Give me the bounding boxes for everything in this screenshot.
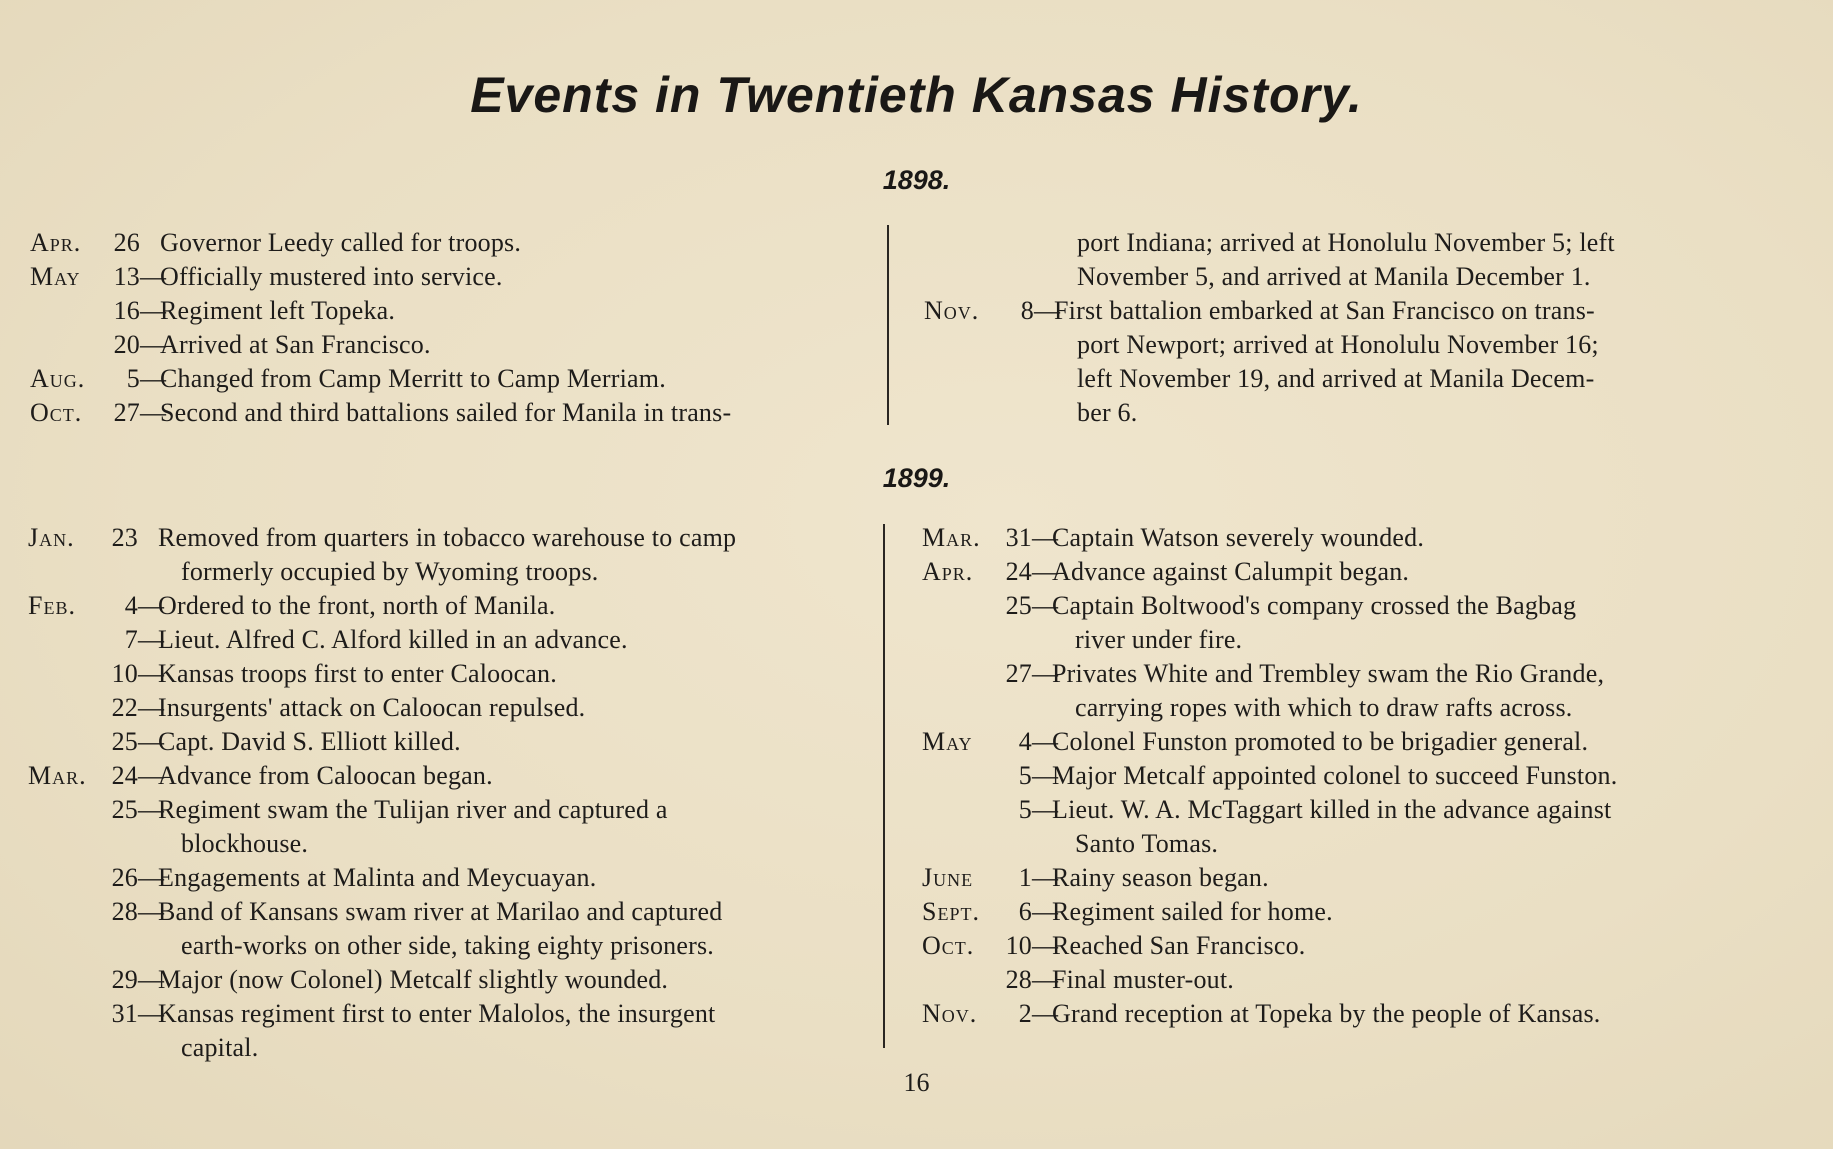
event-entry <box>28 861 858 895</box>
event-month <box>28 861 106 895</box>
event-text: Advance from Caloocan began. <box>158 761 493 790</box>
events-1898-left-column <box>30 226 850 430</box>
event-entry <box>28 521 858 555</box>
event-entry <box>922 793 1752 827</box>
event-day: 28 <box>111 897 138 926</box>
event-month: June <box>922 863 974 892</box>
event-month: Nov. <box>924 296 980 325</box>
event-text: Second and third battalions sailed for Manila in trans- <box>160 398 732 427</box>
event-month: Nov. <box>922 999 978 1028</box>
event-text: left November 19, and arrived at Manila Decem- <box>1077 364 1595 393</box>
event-month <box>922 589 1000 623</box>
event-month <box>28 895 106 929</box>
event-day: 25 <box>1005 591 1032 620</box>
event-text: formerly occupied by Wyoming troops. <box>181 557 599 586</box>
event-day: 25 <box>111 727 138 756</box>
events-1899-left-column <box>28 521 858 1065</box>
event-month: Apr. <box>922 557 974 586</box>
page-number: 16 <box>903 1068 930 1097</box>
event-entry <box>30 328 850 362</box>
event-day: 26 <box>111 863 138 892</box>
event-entry <box>30 226 850 260</box>
event-text: Kansas troops first to enter Caloocan. <box>158 659 557 688</box>
event-entry <box>922 929 1752 963</box>
event-month <box>28 997 106 1031</box>
event-text: Rainy season began. <box>1052 863 1269 892</box>
event-entry <box>28 657 858 691</box>
event-entry <box>28 725 858 759</box>
event-text: carrying ropes with which to draw rafts across. <box>1075 693 1573 722</box>
event-month <box>28 657 106 691</box>
event-text: Band of Kansans swam river at Marilao and captured <box>158 897 723 926</box>
event-dash: — <box>138 897 165 926</box>
event-text: Officially mustered into service. <box>160 262 503 291</box>
event-entry <box>28 963 858 997</box>
event-text: Engagements at Malinta and Meycuayan. <box>158 863 597 892</box>
event-entry <box>922 657 1752 691</box>
event-month <box>28 623 106 657</box>
event-dash: — <box>1032 795 1059 824</box>
year-heading-1898: 1898. <box>882 165 951 195</box>
event-entry <box>922 725 1752 759</box>
event-entry <box>922 997 1752 1031</box>
event-day: 13 <box>113 262 140 291</box>
event-month <box>30 328 108 362</box>
event-dash: — <box>140 330 167 359</box>
event-entry <box>28 997 858 1031</box>
event-month <box>922 657 1000 691</box>
event-day: 10 <box>111 659 138 688</box>
event-month: Sept. <box>922 897 980 926</box>
event-dash: — <box>1032 897 1059 926</box>
event-day: 22 <box>111 693 138 722</box>
event-continuation-line <box>922 827 1752 861</box>
event-dash: — <box>1032 965 1059 994</box>
event-text: capital. <box>181 1033 259 1062</box>
event-entry <box>922 589 1752 623</box>
event-entry <box>28 759 858 793</box>
event-dash <box>138 521 158 555</box>
event-text: Colonel Funston promoted to be brigadier general. <box>1052 727 1589 756</box>
event-dash <box>140 226 160 260</box>
event-dash: — <box>138 659 165 688</box>
event-day: 5 <box>126 364 140 393</box>
event-text: Regiment sailed for home. <box>1052 897 1333 926</box>
event-text: Capt. David S. Elliott killed. <box>158 727 461 756</box>
event-text: Kansas regiment first to enter Malolos, the insurgent <box>158 999 716 1028</box>
event-dash: — <box>138 863 165 892</box>
event-month: Mar. <box>28 761 87 790</box>
event-dash: — <box>138 795 165 824</box>
event-dash: — <box>1032 591 1059 620</box>
event-continuation-line <box>924 328 1744 362</box>
event-day: 28 <box>1005 965 1032 994</box>
event-text: Governor Leedy called for troops. <box>160 228 522 257</box>
event-text: Regiment left Topeka. <box>160 296 396 325</box>
event-day: 26 <box>113 228 140 257</box>
event-dash: — <box>140 262 167 291</box>
event-text: Lieut. W. A. McTaggart killed in the advance against <box>1052 795 1612 824</box>
event-dash: — <box>140 364 167 393</box>
event-text: Captain Watson severely wounded. <box>1052 523 1425 552</box>
events-1899-right-column <box>922 521 1752 1031</box>
event-day: 23 <box>111 523 138 552</box>
column-divider-1898 <box>887 225 889 425</box>
event-day: 27 <box>113 398 140 427</box>
event-dash: — <box>138 591 165 620</box>
event-day: 1 <box>1018 863 1032 892</box>
event-continuation-line <box>924 362 1744 396</box>
event-text: Changed from Camp Merritt to Camp Merriam. <box>160 364 666 393</box>
event-text: Captain Boltwood's company crossed the Bagbag <box>1052 591 1577 620</box>
event-day: 16 <box>113 296 140 325</box>
event-text: Ordered to the front, north of Manila. <box>158 591 556 620</box>
event-month: Oct. <box>922 931 975 960</box>
event-text: First battalion embarked at San Francisco on trans- <box>1054 296 1595 325</box>
event-entry <box>922 759 1752 793</box>
event-month: Apr. <box>30 228 82 257</box>
event-day: 8 <box>1020 296 1034 325</box>
event-continuation-line <box>924 226 1744 260</box>
event-day: 25 <box>111 795 138 824</box>
event-day: 6 <box>1018 897 1032 926</box>
event-entry <box>922 521 1752 555</box>
event-text: Lieut. Alfred C. Alford killed in an advance. <box>158 625 628 654</box>
event-entry <box>28 793 858 827</box>
event-continuation-line <box>28 555 858 589</box>
event-continuation-line <box>28 827 858 861</box>
event-month: May <box>922 727 973 756</box>
event-dash: — <box>140 296 167 325</box>
event-entry <box>922 861 1752 895</box>
event-day: 29 <box>111 965 138 994</box>
event-month <box>922 759 1000 793</box>
event-dash: — <box>138 727 165 756</box>
event-dash: — <box>1032 727 1059 756</box>
event-dash: — <box>1032 761 1059 790</box>
event-text: Major (now Colonel) Metcalf slightly wounded. <box>158 965 669 994</box>
event-entry <box>28 691 858 725</box>
event-month <box>28 725 106 759</box>
event-day: 20 <box>113 330 140 359</box>
events-1898-right-column <box>924 226 1744 430</box>
event-dash: — <box>1032 659 1059 688</box>
event-text: blockhouse. <box>181 829 309 858</box>
event-text: ber 6. <box>1077 398 1138 427</box>
event-dash: — <box>1032 999 1059 1028</box>
event-text: river under fire. <box>1075 625 1243 654</box>
event-continuation-line <box>924 396 1744 430</box>
event-text: Grand reception at Topeka by the people of Kansas. <box>1052 999 1601 1028</box>
event-month <box>922 793 1000 827</box>
event-entry <box>28 895 858 929</box>
event-continuation-line <box>28 1031 858 1065</box>
column-divider-1899 <box>883 524 885 1048</box>
event-dash: — <box>1032 523 1059 552</box>
event-text: Major Metcalf appointed colonel to succeed Funston. <box>1052 761 1618 790</box>
event-day: 5 <box>1018 795 1032 824</box>
year-heading-1899: 1899. <box>882 463 951 493</box>
event-dash: — <box>1034 296 1061 325</box>
event-entry <box>30 396 850 430</box>
event-entry <box>28 589 858 623</box>
event-dash: — <box>138 999 165 1028</box>
event-dash: — <box>138 761 165 790</box>
event-day: 4 <box>124 591 138 620</box>
event-month <box>28 691 106 725</box>
event-entry <box>28 623 858 657</box>
event-month: Oct. <box>30 398 83 427</box>
event-month: Feb. <box>28 591 76 620</box>
event-text: Santo Tomas. <box>1075 829 1219 858</box>
event-entry <box>30 362 850 396</box>
event-day: 27 <box>1005 659 1032 688</box>
event-text: Final muster-out. <box>1052 965 1234 994</box>
event-text: Removed from quarters in tobacco warehouse to camp <box>158 523 737 552</box>
event-month <box>28 793 106 827</box>
event-text: Privates White and Trembley swam the Rio Grande, <box>1052 659 1605 688</box>
event-text: Advance against Calumpit began. <box>1052 557 1410 586</box>
event-entry <box>30 260 850 294</box>
event-dash: — <box>1032 931 1059 960</box>
event-text: earth-works on other side, taking eighty prisoners. <box>181 931 714 960</box>
event-text: port Newport; arrived at Honolulu November 16; <box>1077 330 1599 359</box>
event-day: 4 <box>1018 727 1032 756</box>
event-month: Aug. <box>30 364 86 393</box>
event-dash: — <box>1032 557 1059 586</box>
event-day: 31 <box>111 999 138 1028</box>
event-entry <box>922 963 1752 997</box>
event-day: 10 <box>1005 931 1032 960</box>
event-day: 31 <box>1005 523 1032 552</box>
event-entry <box>922 895 1752 929</box>
event-month <box>28 963 106 997</box>
event-dash: — <box>138 693 165 722</box>
event-month: Jan. <box>28 523 75 552</box>
event-month <box>922 963 1000 997</box>
event-dash: — <box>1032 863 1059 892</box>
event-continuation-line <box>28 929 858 963</box>
page-title: Events in Twentieth Kansas History. <box>470 67 1363 123</box>
event-entry <box>924 294 1744 328</box>
event-continuation-line <box>924 260 1744 294</box>
event-day: 5 <box>1018 761 1032 790</box>
event-text: Insurgents' attack on Caloocan repulsed. <box>158 693 586 722</box>
event-day: 2 <box>1018 999 1032 1028</box>
event-month: May <box>30 262 81 291</box>
event-text: November 5, and arrived at Manila December 1. <box>1077 262 1591 291</box>
event-text: Regiment swam the Tulijan river and captured a <box>158 795 668 824</box>
event-entry <box>922 555 1752 589</box>
event-text: Arrived at San Francisco. <box>160 330 431 359</box>
event-day: 24 <box>1005 557 1032 586</box>
event-text: port Indiana; arrived at Honolulu November 5; left <box>1077 228 1615 257</box>
event-dash: — <box>138 625 165 654</box>
event-day: 24 <box>111 761 138 790</box>
event-day: 7 <box>124 625 138 654</box>
event-dash: — <box>140 398 167 427</box>
event-continuation-line <box>922 623 1752 657</box>
event-entry <box>30 294 850 328</box>
event-month: Mar. <box>922 523 981 552</box>
event-text: Reached San Francisco. <box>1052 931 1306 960</box>
event-continuation-line <box>922 691 1752 725</box>
event-month <box>30 294 108 328</box>
event-dash: — <box>138 965 165 994</box>
